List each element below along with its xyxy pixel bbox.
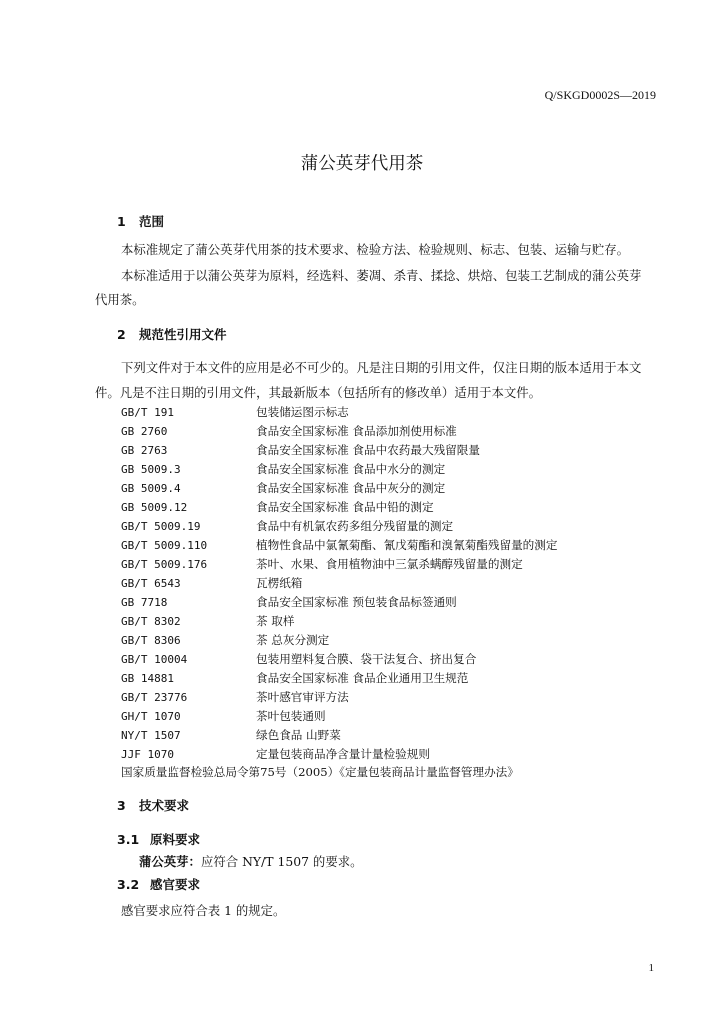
reference-code: GB 2763 bbox=[121, 444, 168, 457]
reference-name: 包装储运图示标志 bbox=[256, 405, 349, 419]
reference-item bbox=[121, 650, 557, 669]
section-1-heading bbox=[117, 212, 164, 230]
reference-code: GB/T 6543 bbox=[121, 577, 181, 590]
reference-item bbox=[121, 745, 557, 764]
subsection-3-1-text bbox=[139, 852, 363, 870]
reference-item bbox=[121, 593, 557, 612]
standard-code: Q/SKGD0002S—2019 bbox=[544, 88, 656, 102]
reference-name: 瓦楞纸箱 bbox=[256, 576, 303, 590]
reference-item bbox=[121, 574, 557, 593]
reference-code: GB/T 191 bbox=[121, 406, 174, 419]
reference-name: 绿色食品 山野菜 bbox=[256, 728, 341, 742]
reference-name: 食品安全国家标准 食品企业通用卫生规范 bbox=[256, 671, 469, 685]
reference-item bbox=[121, 555, 557, 574]
raw-material-requirement: 应符合 NY/T 1507 的要求。 bbox=[200, 854, 363, 869]
reference-item bbox=[121, 612, 557, 631]
reference-code: NY/T 1507 bbox=[121, 729, 181, 742]
section-2-heading bbox=[117, 325, 227, 343]
reference-code: GB/T 8302 bbox=[121, 615, 181, 628]
reference-name: 茶 总灰分测定 bbox=[256, 633, 330, 647]
section-number: 1 bbox=[117, 214, 126, 229]
subsection-title: 感官要求 bbox=[150, 877, 201, 892]
subsection-title: 原料要求 bbox=[150, 832, 201, 847]
reference-item bbox=[121, 726, 557, 745]
reference-code: GH/T 1070 bbox=[121, 710, 181, 723]
reference-name: 食品安全国家标准 食品中铅的测定 bbox=[256, 500, 434, 514]
reference-item bbox=[121, 517, 557, 536]
reference-item bbox=[121, 479, 557, 498]
reference-name: 食品安全国家标准 食品中灰分的测定 bbox=[256, 481, 446, 495]
reference-code: GB/T 5009.19 bbox=[121, 520, 201, 533]
reference-code: GB 5009.12 bbox=[121, 501, 188, 514]
section-title: 范围 bbox=[139, 214, 165, 229]
reference-code: GB 14881 bbox=[121, 672, 174, 685]
subsection-3-1-heading bbox=[117, 830, 200, 848]
reference-name: 茶 取样 bbox=[256, 614, 295, 628]
reference-name: 食品安全国家标准 食品中农药最大残留限量 bbox=[256, 443, 480, 457]
reference-item bbox=[121, 460, 557, 479]
subsection-number: 3.2 bbox=[117, 877, 140, 892]
reference-code: JJF 1070 bbox=[121, 748, 174, 761]
reference-item bbox=[121, 669, 557, 688]
reference-code: GB 7718 bbox=[121, 596, 168, 609]
reference-item bbox=[121, 536, 557, 555]
reference-code: GB/T 10004 bbox=[121, 653, 188, 666]
subsection-number: 3.1 bbox=[117, 832, 140, 847]
reference-name: 茶叶包装通则 bbox=[256, 709, 326, 723]
reference-name: 食品安全国家标准 食品中水分的测定 bbox=[256, 462, 446, 476]
subsection-3-2-text: 感官要求应符合表 1 的规定。 bbox=[121, 903, 286, 918]
section-2-paragraph-line-1: 下列文件对于本文件的应用是必不可少的。凡是注日期的引用文件，仅注日期的版本适用于本文 bbox=[121, 360, 642, 375]
reference-name: 茶叶、水果、食用植物油中三氯杀螨醇残留量的测定 bbox=[256, 557, 523, 571]
reference-code: GB/T 8306 bbox=[121, 634, 181, 647]
reference-code: GB/T 5009.176 bbox=[121, 558, 208, 571]
reference-name: 茶叶感官审评方法 bbox=[256, 690, 349, 704]
reference-name: 食品中有机氯农药多组分残留量的测定 bbox=[256, 519, 454, 533]
page-number: 1 bbox=[648, 962, 654, 974]
subsection-3-2-heading bbox=[117, 875, 200, 893]
section-2-paragraph-line-2: 件。凡是不注日期的引用文件，其最新版本（包括所有的修改单）适用于本文件。 bbox=[95, 385, 542, 400]
reference-item bbox=[121, 403, 557, 422]
reference-item bbox=[121, 707, 557, 726]
reference-code: GB/T 5009.110 bbox=[121, 539, 208, 552]
section-title: 规范性引用文件 bbox=[139, 327, 227, 342]
reference-name: 定量包装商品净含量计量检验规则 bbox=[256, 747, 430, 761]
reference-code: GB/T 23776 bbox=[121, 691, 188, 704]
reference-item bbox=[121, 498, 557, 517]
section-1-paragraph-2-line-2: 代用茶。 bbox=[95, 292, 145, 307]
section-3-heading bbox=[117, 796, 189, 814]
reference-item bbox=[121, 422, 557, 441]
reference-item bbox=[121, 688, 557, 707]
extra-reference: 国家质量监督检验总局令第75号（2005）《定量包装商品计量监督管理办法》 bbox=[121, 765, 519, 779]
section-title: 技术要求 bbox=[139, 798, 190, 813]
reference-code: GB 5009.4 bbox=[121, 482, 181, 495]
reference-name: 包装用塑料复合膜、袋干法复合、挤出复合 bbox=[256, 652, 477, 666]
reference-item bbox=[121, 441, 557, 460]
reference-code: GB 5009.3 bbox=[121, 463, 181, 476]
reference-code: GB 2760 bbox=[121, 425, 168, 438]
section-1-paragraph-1: 本标准规定了蒲公英芽代用茶的技术要求、检验方法、检验规则、标志、包装、运输与贮存。 bbox=[121, 242, 630, 257]
reference-item bbox=[121, 631, 557, 650]
reference-name: 植物性食品中氯氰菊酯、氰戊菊酯和溴氰菊酯残留量的测定 bbox=[256, 538, 558, 552]
raw-material-label: 蒲公英芽： bbox=[139, 854, 201, 869]
section-number: 3 bbox=[117, 798, 126, 813]
section-1-paragraph-2-line-1: 本标准适用于以蒲公英芽为原料，经选料、萎凋、杀青、揉捻、烘焙、包装工艺制成的蒲公英芽 bbox=[121, 268, 642, 283]
normative-references-list bbox=[121, 403, 557, 764]
reference-name: 食品安全国家标准 预包装食品标签通则 bbox=[256, 595, 457, 609]
reference-name: 食品安全国家标准 食品添加剂使用标准 bbox=[256, 424, 457, 438]
section-number: 2 bbox=[117, 327, 126, 342]
document-title: 蒲公英芽代用茶 bbox=[300, 154, 424, 174]
